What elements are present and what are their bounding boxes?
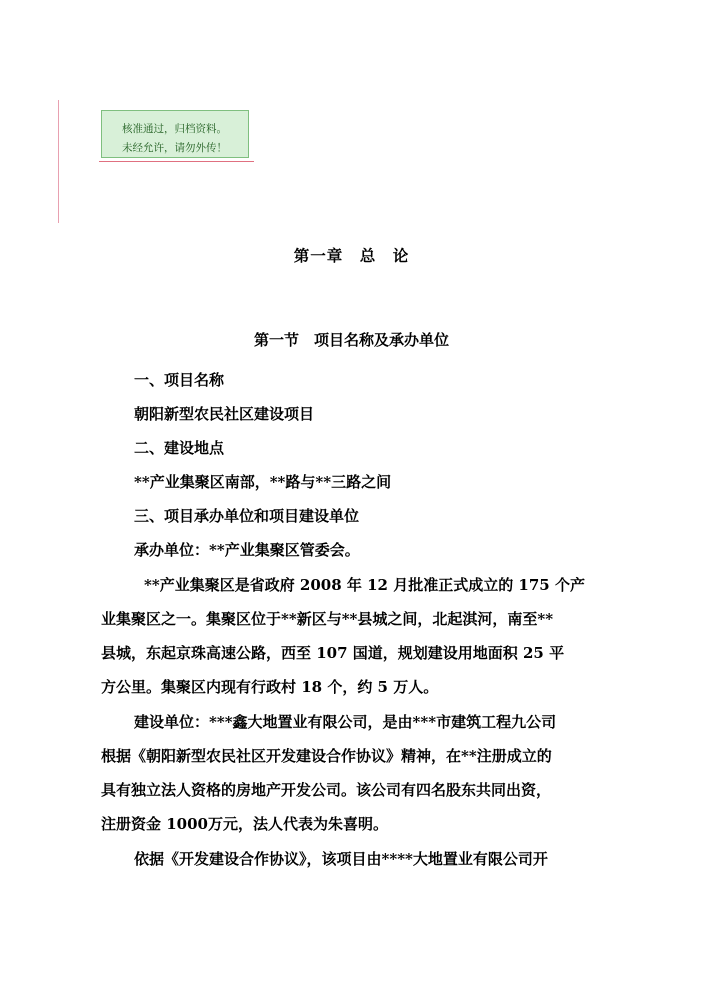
location-text: **产业集聚区南部，**路与**三路之间 [134, 473, 392, 491]
section-title: 第一节 项目名称及承办单位 [253, 331, 449, 349]
project-name-text: 朝阳新型农民社区建设项目 [134, 405, 315, 423]
paragraph-builder-line-2: 根据《朝阳新型农民社区开发建设合作协议》精神，在**注册成立的 [101, 747, 552, 765]
approval-stamp [101, 110, 249, 158]
paragraph-builder-line-3: 具有独立法人资格的房地产开发公司。该公司有四名股东共同出资， [101, 781, 552, 799]
chapter-title: 第一章 总 论 [293, 246, 410, 265]
heading-project-name: 一、项目名称 [134, 371, 225, 389]
stamp-underline [99, 161, 254, 162]
paragraph-builder-line-4: 注册资金 1000万元，法人代表为朱喜明。 [101, 815, 388, 833]
heading-units: 三、项目承办单位和项目建设单位 [134, 507, 360, 525]
paragraph-zone-line-2: 业集聚区之一。集聚区位于**新区与**县城之间，北起淇河，南至** [101, 610, 554, 628]
paragraph-zone-line-3: 县城，东起京珠高速公路，西至 107 国道，规划建设用地面积 25 平 [101, 644, 565, 662]
paragraph-builder-line-1: 建设单位：***鑫大地置业有限公司，是由***市建筑工程九公司 [134, 713, 557, 731]
paragraph-agreement-line-1: 依据《开发建设合作协议》，该项目由****大地置业有限公司开 [134, 850, 548, 868]
stamp-line-1: 核准通过，归档资料。 [122, 123, 227, 135]
heading-location: 二、建设地点 [134, 439, 225, 457]
paragraph-zone-line-1: **产业集聚区是省政府 2008 年 12 月批准正式成立的 175 个产 [144, 576, 585, 594]
paragraph-zone-line-4: 方公里。集聚区内现有行政村 18 个，约 5 万人。 [101, 678, 439, 696]
margin-marker-line [58, 100, 59, 223]
organizer-text: 承办单位：**产业集聚区管委会。 [134, 541, 360, 559]
stamp-line-2: 未经允许，请勿外传！ [122, 142, 227, 154]
